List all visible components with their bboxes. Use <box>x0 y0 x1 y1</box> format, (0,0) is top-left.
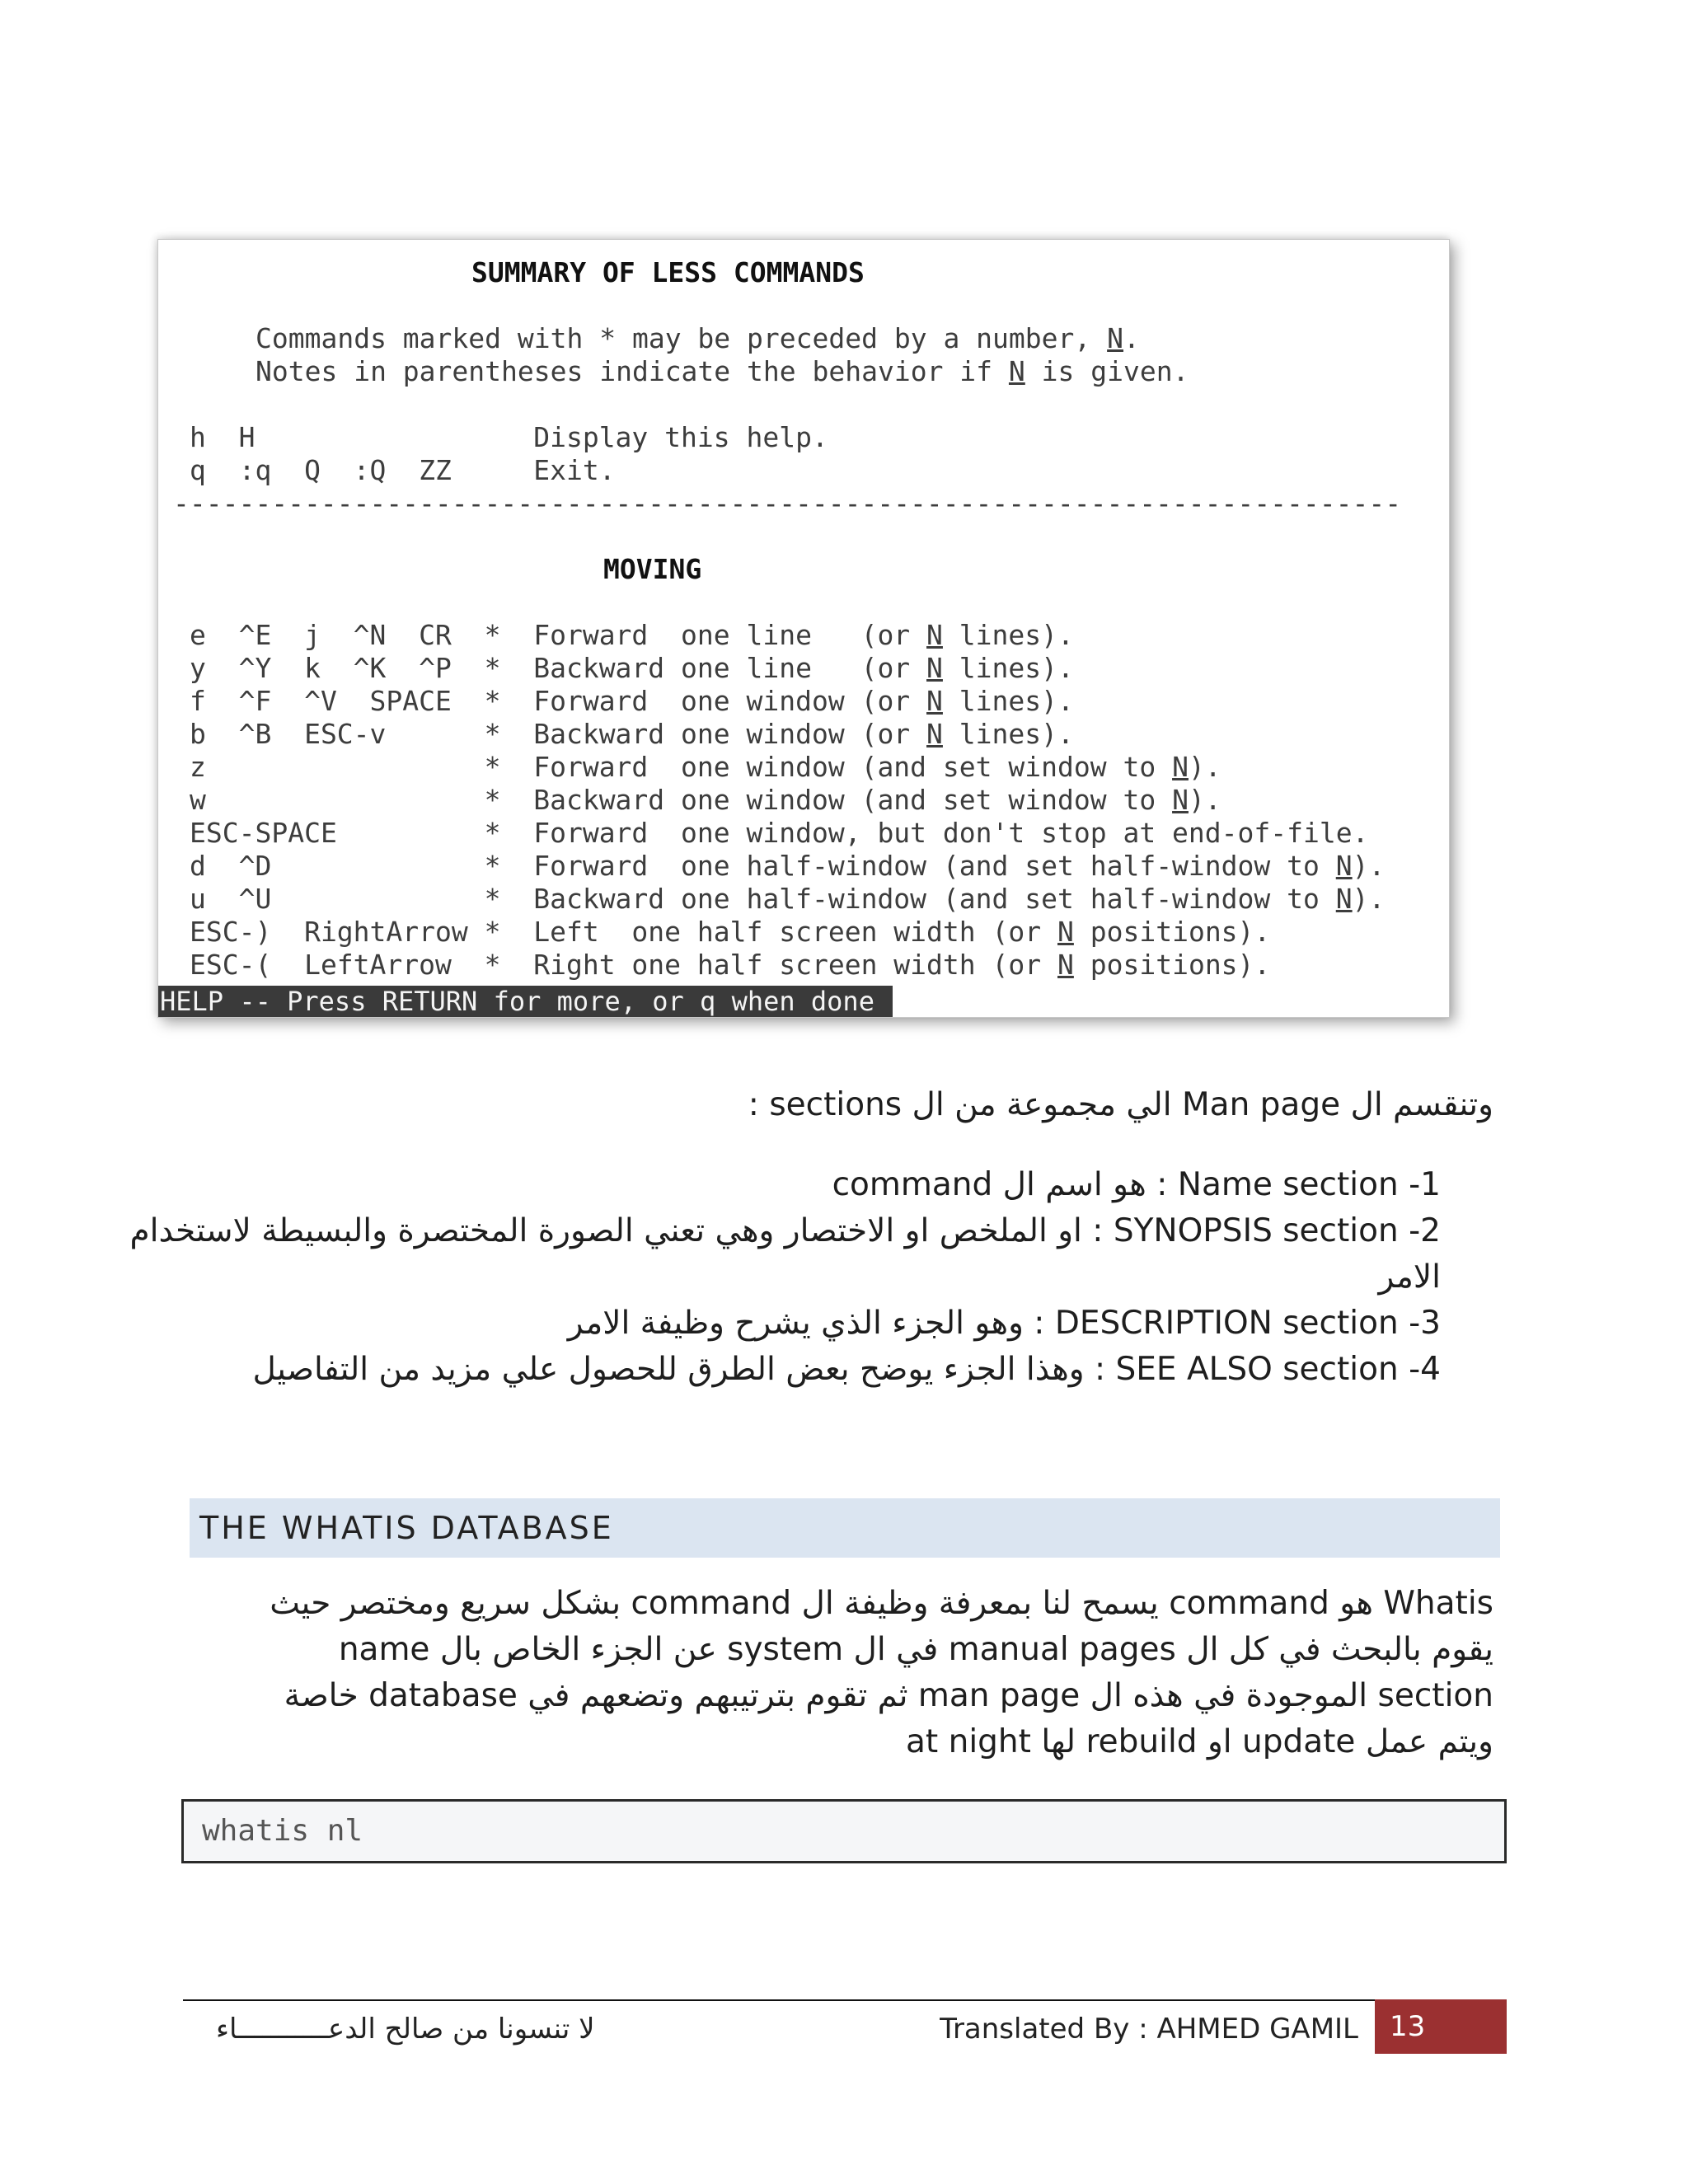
terminal-note-1 <box>256 322 1140 355</box>
sections-intro: وتنقسم ال Man page الي مجموعة من ال sections : <box>748 1086 1493 1123</box>
terminal-note-1-n: N <box>1107 322 1123 354</box>
moving-row-n: N <box>1172 751 1189 783</box>
footer-credit: Translated By : AHMED GAMIL <box>940 2013 1358 2046</box>
moving-row-n: N <box>1335 850 1353 882</box>
terminal-moving-row <box>190 619 1074 652</box>
sections-list <box>81 1162 1441 1393</box>
moving-row-n: N <box>926 685 943 717</box>
terminal-note-2 <box>256 355 1189 388</box>
section-item-name: 1- Name section : هو اسم ال command <box>832 1166 1441 1203</box>
section-item-synopsis: 2- SYNOPSIS section : او الملخص او الاختصار وهي تعني الصورة المختصرة والبسيطة لاستخدام الامر <box>129 1212 1441 1296</box>
moving-row-end: lines). <box>942 619 1074 651</box>
terminal-divider: --------------------------------------------------------------------------- <box>173 487 1402 519</box>
moving-row-end: lines). <box>942 652 1074 684</box>
footer-divider <box>183 1999 1507 2001</box>
whatis-line: ويتم عمل update او rebuild لها at night <box>906 1723 1493 1760</box>
code-example: whatis nl <box>202 1814 363 1848</box>
code-example-box <box>181 1799 1507 1863</box>
moving-row-n: N <box>1057 916 1074 948</box>
moving-row-command: u ^U * Backward one half-window (and set half-window to <box>190 883 1336 915</box>
whatis-line: section الموجودة في هذه ال man page ثم تقوم بترتيبهم وتضعهم في database خاصة <box>284 1677 1493 1714</box>
moving-row-n: N <box>1172 784 1189 816</box>
whatis-line: Whatis هو command يسمح لنا بمعرفة وظيفة ال command بشكل سريع ومختصر حيث <box>270 1585 1493 1622</box>
whatis-heading: THE WHATIS DATABASE <box>199 1510 614 1546</box>
moving-row-n: N <box>926 619 943 651</box>
footer-dua: لا تنسونا من صالح الدعـــــــــــاء <box>216 2013 595 2046</box>
terminal-moving-row <box>190 751 1221 784</box>
section-item-see-also: 4- SEE ALSO section : وهذا الجزء يوضح بعض الطرق للحصول علي مزيد من التفاصيل <box>252 1351 1441 1388</box>
moving-row-end: ). <box>1352 850 1386 882</box>
terminal-moving-row <box>190 685 1074 718</box>
moving-row-command: ESC-) RightArrow * Left one half screen width (or <box>190 916 1057 948</box>
section-item-description: 3- DESCRIPTION section : وهو الجزء الذي يشرح وظيفة الامر <box>567 1305 1441 1342</box>
page-number: 13 <box>1375 1999 1507 2054</box>
moving-row-end: lines). <box>942 718 1074 750</box>
terminal-cmd-exit: q :q Q :Q ZZ Exit. <box>190 454 616 486</box>
terminal-cmd-help: h H Display this help. <box>190 421 828 453</box>
moving-row-end: positions). <box>1073 916 1271 948</box>
terminal-section-moving: MOVING <box>603 553 702 585</box>
moving-row-command: z * Forward one window (and set window to <box>190 751 1173 783</box>
terminal-moving-row <box>190 850 1385 883</box>
moving-row-end: positions). <box>1073 949 1271 981</box>
less-help-terminal <box>157 239 1450 1018</box>
terminal-status-bar: HELP -- Press RETURN for more, or q when done <box>158 986 893 1017</box>
moving-row-command: e ^E j ^N CR * Forward one line (or <box>190 619 927 651</box>
whatis-heading-bar <box>190 1498 1500 1558</box>
moving-row-command: ESC-SPACE * Forward one window, but don't stop at end-of-file. <box>190 817 1369 849</box>
terminal-moving-row <box>190 817 1368 850</box>
moving-row-end: ). <box>1352 883 1386 915</box>
moving-row-end: lines). <box>942 685 1074 717</box>
terminal-note-1-end: . <box>1123 322 1140 354</box>
terminal-moving-row <box>190 916 1270 949</box>
terminal-note-2-n: N <box>1008 355 1025 387</box>
terminal-moving-row <box>190 883 1385 916</box>
terminal-moving-row <box>190 652 1074 685</box>
moving-row-n: N <box>1335 883 1353 915</box>
moving-row-end: ). <box>1188 784 1221 816</box>
whatis-line: يقوم بالبحث في كل ال manual pages في ال system عن الجزء الخاص بال name <box>338 1631 1493 1668</box>
terminal-moving-row <box>190 784 1221 817</box>
moving-row-command: b ^B ESC-v * Backward one window (or <box>190 718 927 750</box>
moving-row-command: y ^Y k ^K ^P * Backward one line (or <box>190 652 927 684</box>
terminal-title: SUMMARY OF LESS COMMANDS <box>471 256 865 288</box>
terminal-moving-row <box>190 949 1270 982</box>
whatis-paragraph <box>158 1581 1493 1765</box>
terminal-note-2-text: Notes in parentheses indicate the behavior if <box>256 355 1009 387</box>
terminal-note-2-end: is given. <box>1025 355 1189 387</box>
terminal-moving-row <box>190 718 1074 751</box>
moving-row-command: w * Backward one window (and set window to <box>190 784 1173 816</box>
moving-row-end: ). <box>1188 751 1221 783</box>
moving-row-n: N <box>1057 949 1074 981</box>
terminal-note-1-text: Commands marked with * may be preceded by a number, <box>256 322 1108 354</box>
moving-row-command: f ^F ^V SPACE * Forward one window (or <box>190 685 927 717</box>
moving-row-command: d ^D * Forward one half-window (and set half-window to <box>190 850 1336 882</box>
moving-row-n: N <box>926 652 943 684</box>
moving-row-command: ESC-( LeftArrow * Right one half screen width (or <box>190 949 1057 981</box>
moving-row-n: N <box>926 718 943 750</box>
